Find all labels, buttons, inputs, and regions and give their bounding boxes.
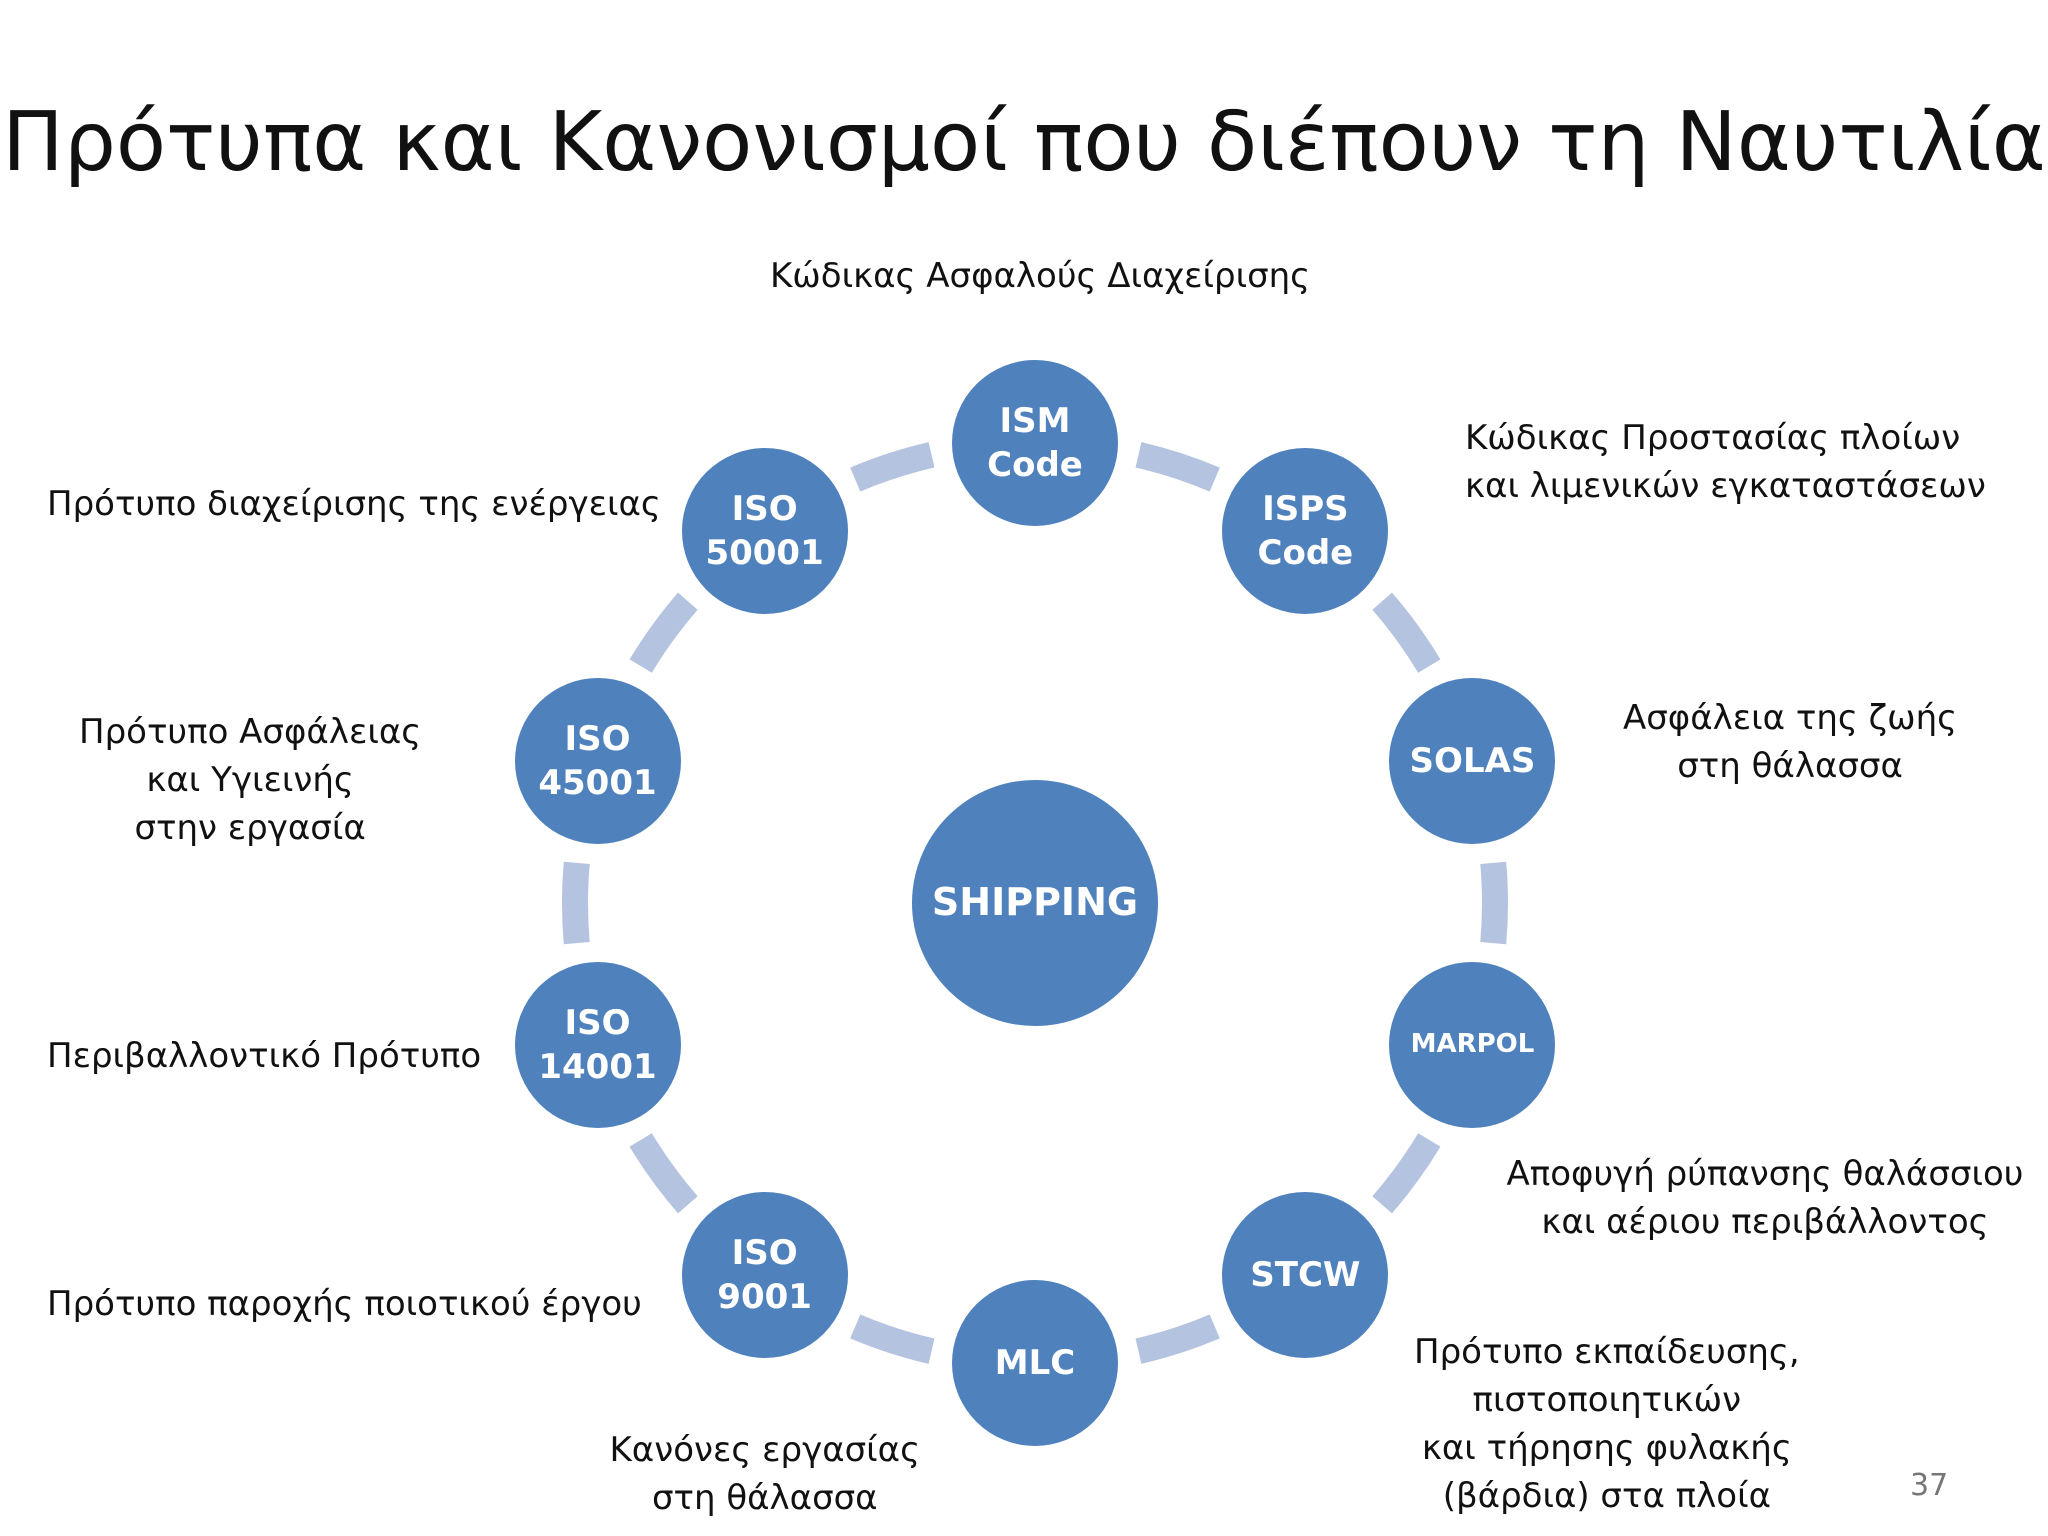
label-iso-45001-line: και Υγιεινής	[146, 760, 354, 800]
page-number: 37	[1910, 1468, 1949, 1503]
connector-arc	[855, 455, 931, 480]
node-mlc	[947, 1275, 1123, 1451]
label-iso-50001	[47, 480, 661, 528]
node-ism-text: ISM	[999, 400, 1071, 441]
node-iso-14001-text: ISO	[564, 1002, 631, 1043]
node-iso-45001	[510, 673, 686, 849]
label-mlc-line: στη θάλασσα	[651, 1478, 878, 1518]
node-iso-14001-text: 14001	[538, 1047, 657, 1088]
node-ism	[947, 355, 1123, 531]
node-shipping	[907, 775, 1163, 1031]
connector-arc	[641, 1140, 688, 1205]
label-mlc	[610, 1426, 921, 1522]
label-mlc-line: Κανόνες εργασίας	[609, 1430, 921, 1470]
label-iso-14001-line: Περιβαλλοντικό Πρότυπο	[47, 1036, 482, 1076]
label-marpol-line: και αέριου περιβάλλοντος	[1541, 1202, 1989, 1242]
node-marpol	[1384, 957, 1560, 1133]
node-iso-45001-text: ISO	[564, 718, 631, 759]
node-mlc-text: MLC	[994, 1342, 1076, 1383]
label-stcw-line: πιστοποιητικών	[1472, 1380, 1742, 1420]
label-ism-line: Κώδικας Ασφαλούς Διαχείρισης	[770, 256, 1311, 296]
label-marpol	[1507, 1150, 2024, 1246]
node-iso-50001	[677, 443, 853, 619]
label-stcw-line: (βάρδια) στα πλοία	[1442, 1476, 1771, 1516]
connector-arc	[1138, 455, 1214, 480]
label-iso-9001	[47, 1280, 642, 1328]
label-isps	[1465, 414, 1986, 510]
node-ism-text: Code	[987, 445, 1083, 485]
connector-arc	[1493, 863, 1495, 943]
node-solas	[1384, 673, 1560, 849]
connector-arc	[641, 601, 688, 666]
connector-arc	[1138, 1326, 1214, 1351]
page-title: Πρότυπα και Κανονισμοί που διέπουν τη Ναυτιλία	[2, 95, 2046, 190]
label-iso-45001	[79, 708, 421, 852]
node-isps	[1217, 443, 1393, 619]
label-marpol-line: Αποφυγή ρύπανσης θαλάσσιου	[1506, 1154, 2024, 1194]
node-iso-50001-text: 50001	[705, 532, 824, 573]
node-stcw	[1217, 1187, 1393, 1363]
label-iso-45001-line: Πρότυπο Ασφάλειας	[79, 712, 422, 752]
connector-arc	[1382, 601, 1429, 666]
node-isps-text: Code	[1257, 532, 1354, 573]
label-stcw-line: Πρότυπο εκπαίδευσης,	[1414, 1332, 1800, 1372]
label-ism	[770, 252, 1310, 300]
label-solas-line: στη θάλασσα	[1677, 746, 1903, 786]
node-isps-text: ISPS	[1262, 488, 1349, 529]
node-marpol-text: MARPOL	[1410, 1029, 1535, 1060]
label-stcw-line: και τήρησης φυλακής	[1421, 1428, 1792, 1468]
node-iso-50001-text: ISO	[731, 488, 798, 529]
node-iso-9001	[677, 1187, 853, 1363]
node-iso-14001	[510, 957, 686, 1133]
label-isps-line: Κώδικας Προστασίας πλοίων	[1465, 418, 1961, 458]
node-iso-9001-text: 9001	[717, 1277, 812, 1318]
node-stcw-text: STCW	[1250, 1255, 1361, 1296]
label-iso-14001	[47, 1032, 481, 1080]
node-shipping-text: SHIPPING	[931, 880, 1139, 925]
connector-arc	[855, 1326, 931, 1351]
connector-arc	[575, 863, 577, 943]
node-iso-9001-text: ISO	[731, 1232, 798, 1273]
label-isps-line: και λιμενικών εγκαταστάσεων	[1465, 466, 1986, 506]
label-iso-9001-line: Πρότυπο παροχής ποιοτικού έργου	[47, 1284, 642, 1324]
label-iso-50001-line: Πρότυπο διαχείρισης της ενέργειας	[47, 484, 661, 524]
node-solas-text: SOLAS	[1409, 740, 1536, 781]
label-solas-line: Ασφάλεια της ζωής	[1623, 698, 1958, 738]
label-stcw	[1414, 1328, 1800, 1520]
label-iso-45001-line: στην εργασία	[134, 808, 366, 848]
label-solas	[1623, 694, 1957, 790]
node-iso-45001-text: 45001	[538, 762, 657, 803]
connector-arc	[1382, 1140, 1429, 1205]
